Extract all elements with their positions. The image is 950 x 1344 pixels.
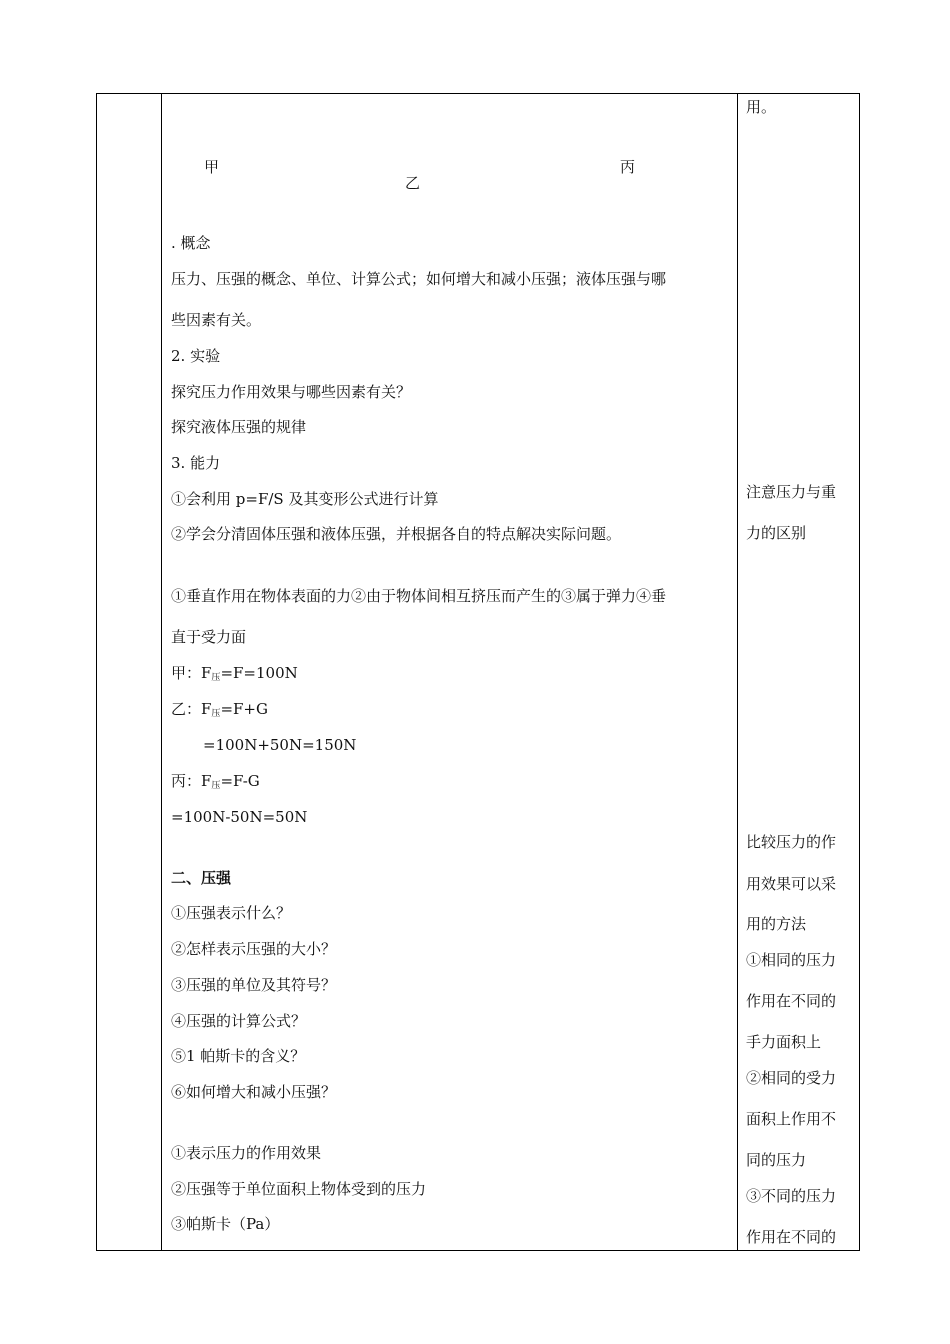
ability-heading: 3. 能力: [171, 454, 221, 472]
experiment-heading: 2. 实验: [171, 347, 221, 365]
note-line: 比较压力的作: [746, 833, 837, 851]
note-line: 作用在不同的: [746, 992, 837, 1010]
calc-bing-result: =100N-50N=50N: [171, 808, 308, 826]
note-line: 注意压力与重: [746, 483, 837, 501]
subscript-ya: 压: [211, 673, 221, 683]
calc-yi-formula: =F+G: [220, 700, 268, 718]
concept-heading: . 概念: [171, 234, 211, 252]
answer-item: ①表示压力的作用效果: [171, 1144, 322, 1162]
figure-label-bing: 丙: [620, 158, 636, 176]
note-line: 力的区别: [746, 524, 807, 542]
ability-item-2: ②学会分清固体压强和液体压强，并根据各自的特点解决实际问题。: [171, 525, 622, 543]
question-item: ①压强表示什么？: [171, 904, 292, 922]
calc-bing: [171, 771, 260, 796]
question-item: ⑤1 帕斯卡的含义？: [171, 1047, 306, 1065]
question-item: ⑥如何增大和减小压强？: [171, 1083, 337, 1101]
experiment-item-2: 探究液体压强的规律: [171, 418, 307, 436]
concept-text-line2: 些因素有关。: [171, 311, 262, 329]
calc-yi-result: =100N+50N=150N: [203, 736, 357, 754]
calc-yi-prefix: 乙：F: [171, 700, 212, 718]
ability-item-1: ①会利用 p=F/S 及其变形公式进行计算: [171, 490, 439, 508]
note-top: 用。: [746, 98, 777, 116]
calc-jia: [171, 663, 298, 688]
force-text-line2: 直于受力面: [171, 628, 247, 646]
figure-label-yi: 乙: [405, 174, 421, 192]
concept-text-line1: 压力、压强的概念、单位、计算公式；如何增大和减小压强；液体压强与哪: [171, 270, 667, 288]
note-line: ②相同的受力: [746, 1069, 837, 1087]
column-divider-right: [737, 93, 738, 1251]
calc-yi: [171, 699, 268, 724]
question-item: ②怎样表示压强的大小？: [171, 940, 337, 958]
experiment-item-1: 探究压力作用效果与哪些因素有关？: [171, 383, 412, 401]
note-line: ①相同的压力: [746, 951, 837, 969]
calc-bing-formula: =F-G: [220, 772, 260, 790]
note-line: ③不同的压力: [746, 1187, 837, 1205]
calc-jia-prefix: 甲：F: [171, 664, 212, 682]
subscript-ya: 压: [211, 781, 221, 791]
column-divider-left: [161, 93, 162, 1251]
note-line: 面积上作用不: [746, 1110, 837, 1128]
note-line: 手力面积上: [746, 1033, 822, 1051]
answer-item: ②压强等于单位面积上物体受到的压力: [171, 1180, 427, 1198]
calc-bing-prefix: 丙：F: [171, 772, 212, 790]
force-text-line1: ①垂直作用在物体表面的力②由于物体间相互挤压而产生的③属于弹力④垂: [171, 587, 667, 605]
answer-item: ③帕斯卡（Pa）: [171, 1215, 280, 1233]
calc-jia-result: =F=100N: [220, 664, 298, 682]
note-line: 用的方法: [746, 915, 807, 933]
note-line: 作用在不同的: [746, 1228, 837, 1246]
pressure-heading: 二、压强: [171, 869, 232, 887]
subscript-ya: 压: [211, 709, 221, 719]
question-item: ③压强的单位及其符号？: [171, 976, 337, 994]
note-line: 用效果可以采: [746, 875, 837, 893]
question-item: ④压强的计算公式？: [171, 1012, 307, 1030]
note-line: 同的压力: [746, 1151, 807, 1169]
figure-label-jia: 甲: [204, 158, 220, 176]
